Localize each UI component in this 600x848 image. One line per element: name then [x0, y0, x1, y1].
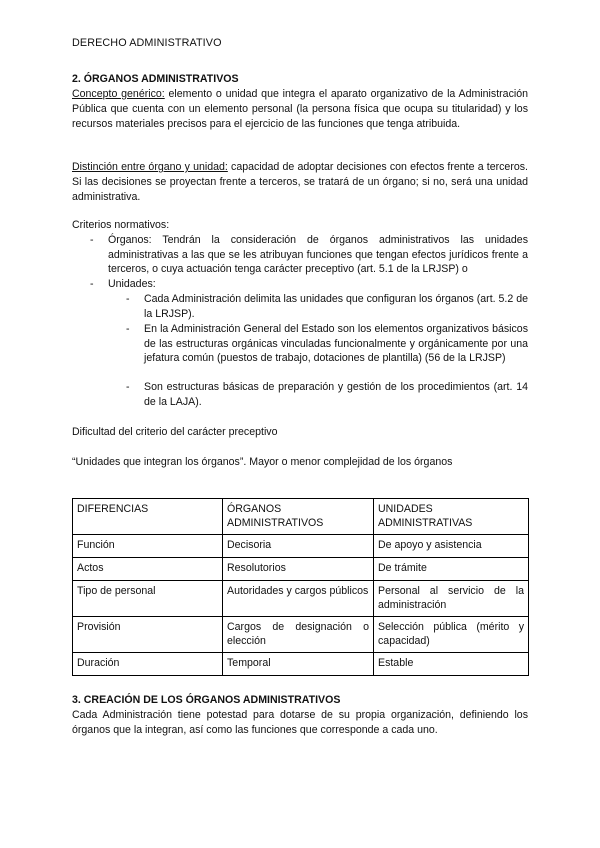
table-cell: Duración	[73, 653, 223, 676]
table-header-cell: ÓRGANOS ADMINISTRATIVOS	[223, 499, 374, 535]
distincion-text: capacidad de adoptar decisiones con efectos frente a terceros. Si las decisiones se proyectan frente a terceros, se tratará de un órgano; si no, será una unidad administrativa.	[72, 161, 528, 203]
section-2-heading: 2. ÓRGANOS ADMINISTRATIVOS	[72, 73, 239, 85]
bullet-dash: -	[90, 278, 94, 290]
section-3-heading: 3. CREACIÓN DE LOS ÓRGANOS ADMINISTRATIVOS	[72, 694, 341, 706]
bullet-dash: -	[90, 234, 94, 246]
sub-bullet-dash: -	[126, 293, 130, 305]
table-cell: Estable	[374, 653, 529, 676]
table-cell: Función	[73, 535, 223, 558]
concepto-text: elemento o unidad que integra el aparato organizativo de la Administración Pública que cuenta con un elemento personal (la persona física que ocupa su titularidad) y los recursos materiales precisos para el ejercicio de las funciones que tenga atribuida.	[72, 88, 529, 130]
table-cell: Personal al servicio de la administración	[374, 581, 529, 617]
table-cell: De apoyo y asistencia	[374, 535, 529, 558]
criterio-organos-text: Tendrán la consideración de órganos administrativos las unidades administrativas a las que se les atribuyan funciones que tengan efectos jurídicos frente a terceros, o cuya actuación tenga carácter preceptivo (art. 5.1 de la LRJSP) o	[108, 234, 528, 275]
criterio-organos-label: Órganos:	[108, 234, 152, 246]
section-3-paragraph: Cada Administración tiene potestad para dotarse de su propia organización, definiendo los órganos que la integran, así como las funciones que corresponde a cada uno.	[72, 709, 528, 736]
table-row	[73, 617, 529, 653]
table-row	[73, 581, 529, 617]
sub-bullet-dash: -	[126, 323, 130, 335]
table-cell: De trámite	[374, 558, 529, 581]
distincion-paragraph	[72, 160, 528, 205]
table-header-cell: DIFERENCIAS	[73, 499, 223, 535]
table-cell: Cargos de designación o elección	[223, 617, 374, 653]
criterio-unidades-label: Unidades:	[108, 278, 156, 290]
sub-bullet-dash: -	[126, 381, 130, 393]
sub-item: Cada Administración delimita las unidades que configuran los órganos (art. 5.2 de la LRJSP).	[144, 293, 528, 320]
table-cell: Autoridades y cargos públicos	[223, 581, 374, 617]
table-row	[73, 535, 529, 558]
criterio-organos-item	[108, 233, 528, 277]
concepto-label: Concepto genérico:	[72, 88, 165, 100]
table-cell: Decisoria	[223, 535, 374, 558]
distincion-label: Distinción entre órgano y unidad:	[72, 161, 228, 173]
table-header-row	[73, 499, 529, 535]
table-header-cell: UNIDADES ADMINISTRATIVAS	[374, 499, 529, 535]
table-cell: Tipo de personal	[73, 581, 223, 617]
sub-item: Son estructuras básicas de preparación y gestión de los procedimientos (art. 14 de la LAJA).	[144, 381, 528, 408]
table-row	[73, 653, 529, 676]
unidades-quote-line: “Unidades que integran los órganos”. Mayor o menor complejidad de los órganos	[72, 456, 453, 468]
concepto-paragraph	[72, 87, 528, 132]
criterios-label: Criterios normativos:	[72, 219, 170, 231]
table-cell: Provisión	[73, 617, 223, 653]
differences-table	[72, 498, 529, 676]
running-header: DERECHO ADMINISTRATIVO	[72, 37, 222, 49]
table-cell: Temporal	[223, 653, 374, 676]
table-cell: Selección pública (mérito y capacidad)	[374, 617, 529, 653]
table-row	[73, 558, 529, 581]
dificultad-line: Dificultad del criterio del carácter preceptivo	[72, 426, 278, 438]
table-cell: Resolutorios	[223, 558, 374, 581]
sub-item: En la Administración General del Estado son los elementos organizativos básicos de las estructuras orgánicas vinculadas funcionalmente y orgánicamente por una jefatura común (puestos de trabajo, dotaciones de plantilla) (56 de la LRJSP)	[144, 323, 528, 364]
table-cell: Actos	[73, 558, 223, 581]
